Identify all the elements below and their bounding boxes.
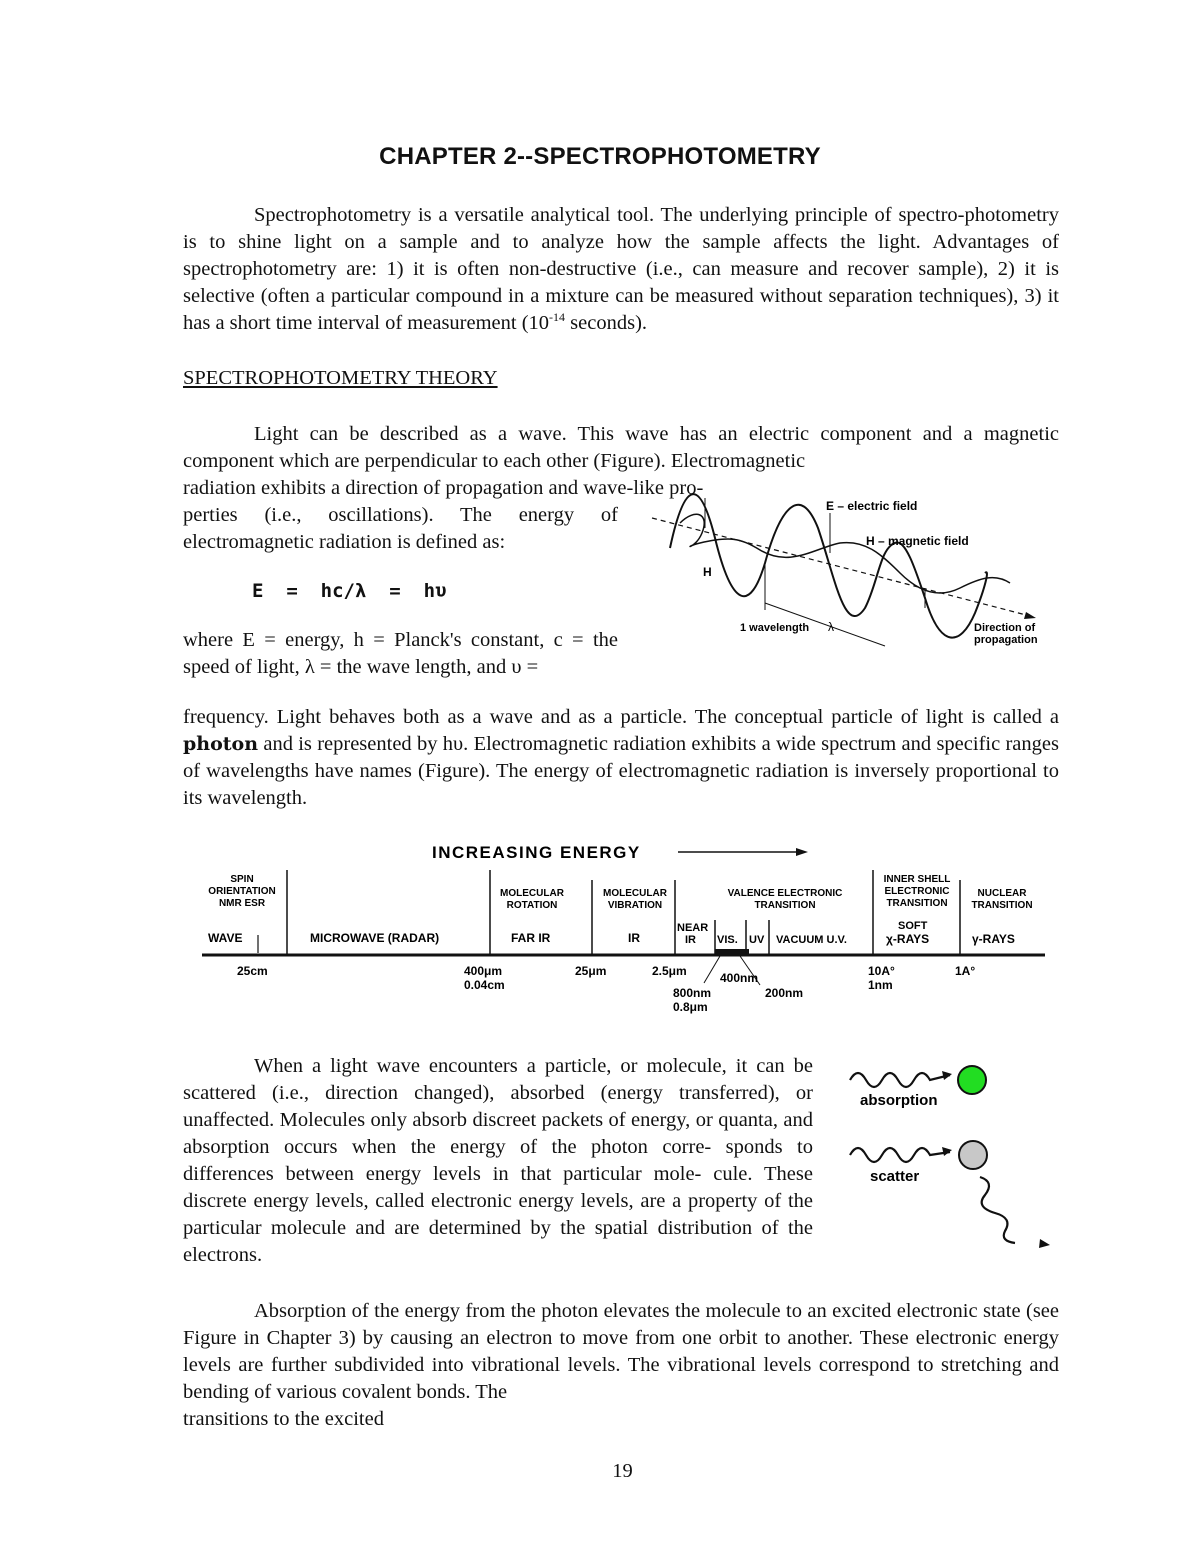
band-near-ir: NEAR — [677, 922, 709, 934]
direction-label: propagation — [974, 634, 1038, 646]
intro-text-end: seconds). — [565, 312, 648, 334]
region-rotation: ROTATION — [506, 900, 558, 911]
band-x-rays: χ-RAYS — [886, 932, 930, 946]
region-inner-shell: INNER SHELL — [883, 874, 951, 885]
tick-label: 400μm — [464, 964, 503, 978]
photon-text-end: and is represented by hυ. Electromagnetic radiation exhibits a wide spectrum and specific ranges of wavelengths have names (Figure). The energy of electromagnetic radiation is inversely proportional to its wavelength. — [183, 733, 1059, 809]
incoming-wave — [850, 1073, 950, 1087]
tick-label: 0.8μm — [673, 1000, 708, 1014]
region-spin: ORIENTATION — [208, 886, 276, 897]
tick-label: 25cm — [237, 964, 268, 978]
band-visible: VIS. — [717, 934, 738, 946]
region-nuclear: NUCLEAR — [977, 888, 1027, 899]
absorption-label: absorption — [860, 1092, 938, 1109]
scattered-wave — [980, 1177, 1015, 1243]
intro-text: Spectrophotometry is a versatile analytical tool. The underlying principle of spectro-photometry is to shine light on a sample and to analyze how the sample affects the light. Advantages of spectrophotometry are: 1) it is often non-destructive (i.e., can measure and recover sample), 2) it is selective (often a particular compound in a mixture can be measured without separation techniques), 3) it has a short time interval of measurement (10 — [183, 204, 1059, 334]
band-gamma-rays: γ-RAYS — [972, 932, 1015, 946]
band-wave: WAVE — [208, 931, 243, 945]
region-labels — [208, 874, 1032, 911]
tick-label: 0.04cm — [464, 978, 505, 992]
region-vibration: MOLECULAR — [603, 888, 667, 899]
section-heading: SPECTROPHOTOMETRY THEORY — [183, 367, 498, 389]
region-spin: NMR ESR — [218, 898, 266, 909]
energy-equation: E = hc/λ = hυ — [252, 580, 447, 602]
intro-exponent: -14 — [549, 310, 566, 325]
tick-label: 200nm — [765, 986, 804, 1000]
region-rotation: MOLECULAR — [500, 888, 564, 899]
energy-arrow-icon — [796, 848, 808, 856]
definitions-paragraph: where E = energy, h = Planck's constant, c = the speed of light, λ = the wave length, and υ = — [183, 629, 618, 678]
region-valence: VALENCE ELECTRONIC — [727, 888, 843, 899]
electric-field-label: E – electric field — [826, 499, 918, 513]
photon-text: frequency. Light behaves both as a wave and as a particle. The conceptual particle of light is called a — [183, 706, 1059, 728]
band-far-ir: FAR IR — [511, 931, 551, 945]
band-uv: UV — [749, 934, 765, 946]
wavelength-ticks — [237, 964, 975, 1014]
arrow-icon — [942, 1071, 952, 1080]
direction-label: Direction of — [974, 622, 1036, 634]
visible-band — [715, 949, 749, 956]
chapter-title: CHAPTER 2--SPECTROPHOTOMETRY — [379, 143, 821, 170]
incoming-wave — [850, 1148, 950, 1162]
absorption-paragraph-end: transitions to the excited — [183, 1408, 384, 1430]
em-spectrum-figure — [180, 835, 1050, 1020]
region-nuclear: TRANSITION — [971, 900, 1033, 911]
intro-paragraph — [183, 202, 1059, 337]
tick-label: 25μm — [575, 964, 607, 978]
photon-term: photon — [183, 733, 259, 755]
page-number: 19 — [612, 1460, 633, 1482]
band-labels — [208, 920, 1015, 946]
region-inner-shell: ELECTRONIC — [884, 886, 950, 897]
band-near-ir: IR — [685, 934, 696, 946]
tick-label: 800nm — [673, 986, 712, 1000]
lambda-label: λ — [828, 620, 834, 634]
theory-paragraph-narrow: perties (i.e., oscillations). The energy of electromagnetic radiation is defined as: — [183, 504, 618, 553]
region-inner-shell: TRANSITION — [886, 898, 948, 909]
region-spin: SPIN — [230, 874, 254, 885]
arrow-icon — [1039, 1239, 1050, 1248]
em-wave-figure — [640, 488, 1050, 658]
wavelength-label: 1 wavelength — [740, 622, 810, 634]
scatter-label: scatter — [870, 1168, 920, 1185]
photon-paragraph — [183, 704, 1059, 812]
tick-label: 1A° — [955, 964, 976, 978]
band-vacuum-uv: VACUUM U.V. — [776, 934, 847, 946]
theory-line: radiation exhibits a direction of propagation and wave-like pro- — [183, 477, 704, 499]
region-vibration: VIBRATION — [607, 900, 663, 911]
theory-paragraph-top: Light can be described as a wave. This wave has an electric component and a magnetic component which are perpendicular to each other (Figure). Electromagnetic — [183, 423, 1059, 472]
absorption-paragraph: Absorption of the energy from the photon elevates the molecule to an excited electronic state (see Figure in Chapter 3) by causing an electron to move from one orbit to another. These electronic energy levels are further subdivided into vibrational levels. The vibrational levels correspond to stretching and bending of various covalent bonds. The — [183, 1300, 1059, 1403]
band-soft: SOFT — [898, 920, 928, 932]
tick-label: 10A° — [868, 964, 895, 978]
tick-label: 1nm — [868, 978, 893, 992]
band-microwave: MICROWAVE (RADAR) — [310, 931, 440, 945]
scattering-molecule — [959, 1141, 987, 1169]
region-valence: TRANSITION — [754, 900, 816, 911]
tick-label: 400nm — [720, 971, 759, 985]
absorbing-molecule — [958, 1066, 986, 1094]
arrow-head-icon — [1024, 612, 1036, 619]
band-ir: IR — [628, 931, 640, 945]
tick-label: 2.5μm — [652, 964, 687, 978]
electric-wave — [670, 494, 987, 637]
scatter-paragraph: When a light wave encounters a particle, or molecule, it can be scattered (i.e., direction changed), absorbed (energy transferred), or unaffected. Molecules only absorb discreet packets of energy, or quanta, and absorption occurs when the energy of the photon corre- sponds to differences between energy levels in that particular mole- cule. These discrete energy levels, called electronic energy levels, are a property of the particular molecule and are determined by the spatial distribution of the electrons. — [183, 1055, 813, 1266]
h-label: H — [703, 565, 712, 579]
absorption-scatter-figure — [840, 1055, 1060, 1255]
magnetic-field-label: H – magnetic field — [866, 534, 969, 548]
increasing-energy-header: INCREASING ENERGY — [432, 843, 641, 862]
arrow-icon — [942, 1147, 952, 1156]
